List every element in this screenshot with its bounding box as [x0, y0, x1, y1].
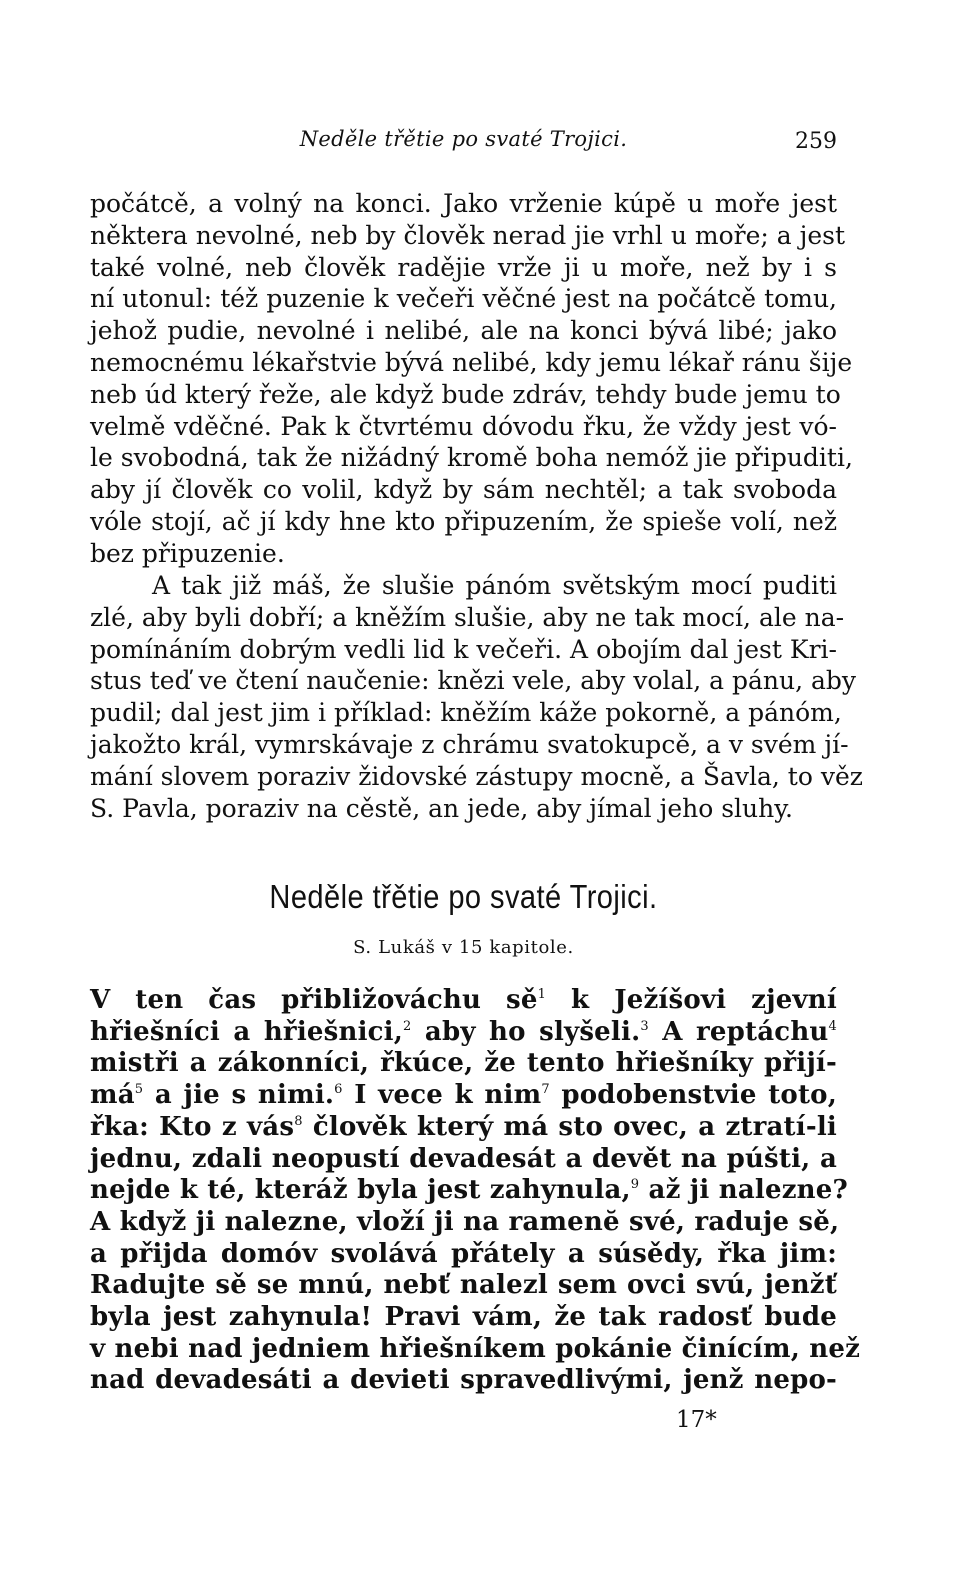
footnote-marker: 1 [537, 987, 547, 1002]
gospel-line [90, 1175, 848, 1207]
text-segment: nad devadesáti a devieti spravedlivými, jenž nepo- [90, 1365, 837, 1396]
paragraph-commentary [90, 570, 863, 824]
text-segment: A když ji nalezne, vloží ji na ramenĕ své, raduje sě, [90, 1206, 840, 1237]
gospel-line [90, 1048, 837, 1080]
gospel-line [90, 1333, 861, 1366]
text-line: zlé, aby byli dobří; a kněžím slušie, aby ne tak mocí, ale na- [90, 602, 845, 632]
text-segment: hřiešníci a hřiešnici, [90, 1016, 404, 1047]
text-segment: A reptáchu [648, 1016, 829, 1047]
gospel-line [90, 1270, 837, 1302]
text-segment: Radujte sě se mnú, nebť nalezl sem ovci svú, jenžť [90, 1270, 837, 1301]
text-line: pudil; dal jest jim i příklad: kněžím káže pokorně, a pánóm, [90, 698, 842, 728]
text-line: aby jí člověk co volil, když by sám nechtěl; a tak svoboda [90, 475, 837, 505]
text-segment: podobenstvie toto, [549, 1080, 837, 1111]
text-line: mání slovem poraziv židovské zástupy mocně, a Šavla, to věz [90, 761, 863, 791]
page-number: 259 [795, 129, 837, 154]
text-segment: nejde k té, kteráž byla jest zahynula, [90, 1175, 631, 1206]
footnote-marker: 9 [630, 1177, 640, 1193]
text-segment: aby ho slyšeli. [411, 1016, 641, 1047]
text-segment: má [90, 1080, 135, 1111]
gospel-line [90, 1112, 837, 1144]
text-segment: I vece k nim [342, 1080, 542, 1111]
paragraph-continuation [90, 188, 853, 570]
page-header [90, 127, 837, 159]
section-subheading: S. Lukáš v 15 kapitole. [353, 937, 574, 958]
text-segment: k Ježíšovi zjevní [546, 985, 837, 1015]
running-title: Neděle třětie po svaté Trojici. [299, 127, 628, 151]
text-line: také volné, neb člověk radějie vrže ji u moře, než by i s [90, 252, 837, 282]
text-line: jehož pudie, nevolné i nelibé, ale na konci bývá libé; jako [90, 316, 837, 346]
gospel-line [90, 1017, 837, 1049]
text-segment: v nebi nad jedniem hřiešníkem pokánie činícím, než [90, 1333, 861, 1364]
signature-mark: 17* [676, 1407, 717, 1433]
text-line: S. Pavla, poraziv na cěstě, an jede, aby jímal jeho sluhy. [90, 793, 794, 823]
text-line: A tak již máš, že slušie pánóm světským mocí puditi [152, 571, 837, 600]
text-segment: řka: Kto z vás [90, 1111, 295, 1142]
text-line: jakožto král, vymrskávaje z chrámu svatokupcě, a v svém jí- [90, 729, 849, 759]
section-heading: Neděle třětie po svaté Trojici. [269, 878, 658, 915]
text-segment: mistři a zákonníci, řkúce, že tento hřiešníky přijí- [90, 1048, 837, 1079]
text-segment: a přijda domóv svolává přátely a súsědy, řka jim: [90, 1238, 837, 1269]
gospel-line [90, 1239, 837, 1271]
footnote-marker: 7 [541, 1082, 550, 1098]
text-line: velmě vděčné. Pak k čtvrtému dóvodu řku, že vždy jest vó- [90, 411, 837, 441]
text-segment: byla jest zahynula! Pravi vám, že tak radosť bude [90, 1302, 837, 1333]
text-line: počátcě, a volný na konci. Jako vrženie kúpě u moře jest [90, 189, 837, 218]
text-segment: a jie s nimi. [143, 1080, 335, 1111]
text-segment: V ten čas přibližováchu sě [90, 985, 538, 1015]
text-line: le svobodná, tak že nižádný kromě boha nemóž jie připuditi, [90, 443, 853, 473]
text-line: nemocnému lékařstvie bývá nelibé, kdy jemu lékař ránu šije [90, 347, 853, 377]
footnote-marker: 5 [134, 1082, 144, 1098]
text-segment: jednu, zdali neopustí devadesát a devět na púšti, a [90, 1143, 837, 1174]
gospel-line [90, 1144, 837, 1176]
text-line: některa nevolné, neb by člověk nerad jie vrhl u moře; a jest [90, 220, 846, 250]
footnote-marker: 8 [294, 1113, 303, 1129]
footnote-marker: 4 [828, 1018, 838, 1034]
gospel-text [90, 985, 861, 1397]
text-segment: až ji nalezne? [639, 1175, 848, 1206]
gospel-line [90, 985, 837, 1017]
gospel-line [90, 1302, 837, 1334]
text-line: pomínáním dobrým vedli lid k večeři. A obojím dal jest Kri- [90, 634, 837, 664]
footnote-marker: 6 [334, 1082, 343, 1098]
text-line: ní utonul: též puzenie k večeři věčné jest na počátcě tomu, [90, 284, 837, 314]
gospel-line [90, 1080, 837, 1112]
text-segment: člověk který má sto ovec, a ztratí-li [302, 1111, 837, 1142]
footnote-marker: 2 [403, 1018, 412, 1034]
text-line: bez připuzenie. [90, 538, 285, 568]
gospel-line [90, 1365, 837, 1397]
text-line: vóle stojí, ač jí kdy hne kto připuzením, že spieše volí, než [90, 506, 837, 536]
text-line: stus teď ve čtení naučenie: knězi vele, aby volal, a pánu, aby [90, 666, 857, 696]
gospel-line [90, 1206, 840, 1239]
footnote-marker: 3 [640, 1018, 649, 1034]
text-line: neb úd který řeže, ale když bude zdráv, tehdy bude jemu to [90, 379, 841, 409]
